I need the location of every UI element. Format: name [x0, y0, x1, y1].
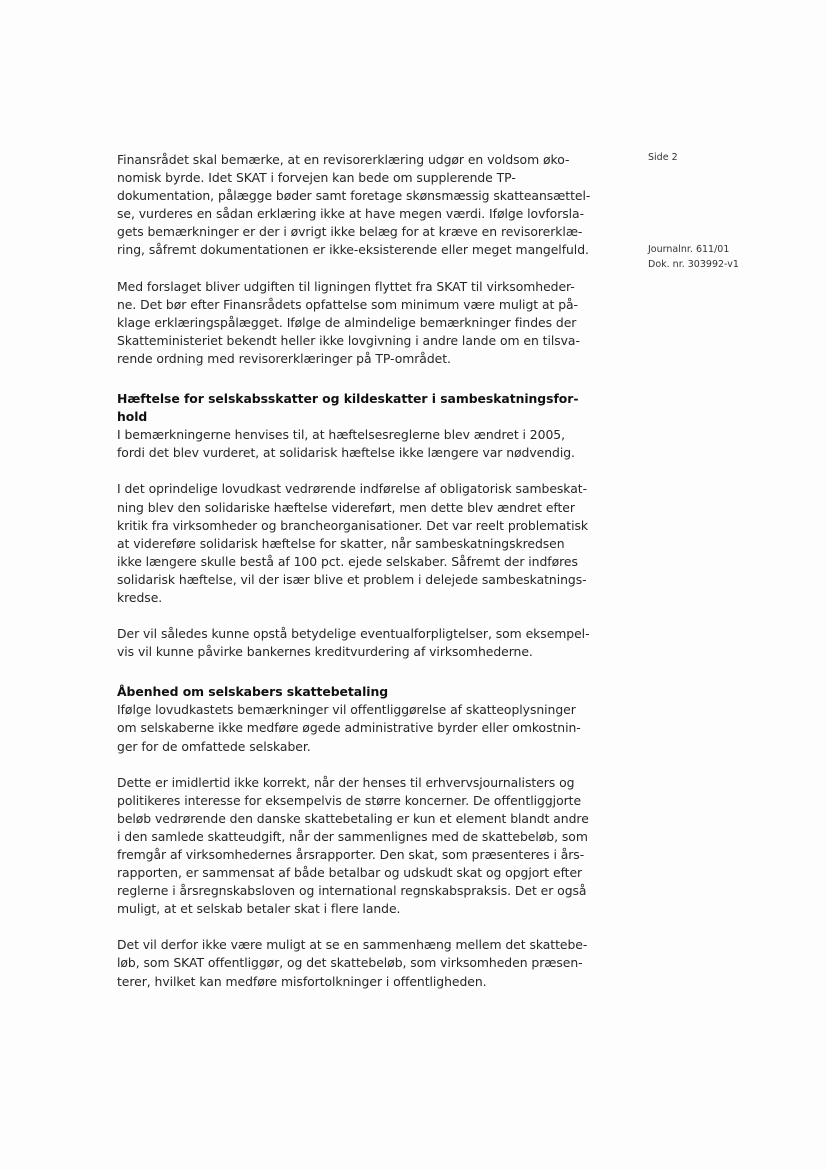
section-heading: Åbenhed om selskabers skattebetaling: [117, 684, 389, 700]
page-number: Side 2: [648, 152, 678, 163]
paragraph: Dette er imidlertid ikke korrekt, når der henses til erhvervsjournalisters og politikeres interesse for eksempelvis de større koncerner. De offentliggjorte beløb vedrørende den danske skattebetaling er kun et element blandt andre i den samlede skatteudgift, når der sammenlignes med de skattebeløb, som fremgår af virksomhedernes årsrapporter. Den skat, som præsenteres i års- rapporten, er sammensat af både betalbar og udskudt skat og opgjort efter reglerne i årsregnskabsloven og international regnskabspraksis. Det er også muligt, at et selskab betaler skat i flere lande.: [117, 774, 589, 917]
paragraph: I det oprindelige lovudkast vedrørende indførelse af obligatorisk sambeskat- ning blev den solidariske hæftelse videreført, men dette blev ændret efter kritik fra virksomheder og brancheorganisationer. Det var reelt problematisk at videreføre solidarisk hæftelse for skatter, når sambeskatningskredsen ikke længere skulle bestå af 100 pct. ejede selskaber. Såfremt der indføres solidarisk hæftelse, vil der især blive et problem i delejede sambeskatnings- kredse.: [117, 481, 589, 605]
section-liability: [117, 390, 609, 661]
paragraph: I bemærkningerne henvises til, at hæftelsesreglerne blev ændret i 2005, fordi det blev vurderet, at solidarisk hæftelse ikke længere var nødvendig.: [117, 427, 575, 461]
paragraph: Med forslaget bliver udgiften til ligningen flyttet fra SKAT til virksomheder- ne. Det bør efter Finansrådets opfattelse som minimum være muligt at på- klage erklæringspålægget. Ifølge de almindelige bemærkninger findes der Skatteministeriet bekendt heller ikke lovgivning i andre lande om en tilsva- rende ordning med revisorerklæringer på TP-området.: [117, 278, 580, 366]
paragraph: Det vil derfor ikke være muligt at se en sammenhæng mellem det skattebe- løb, som SKAT offentliggør, og det skattebeløb, som virksomheden præsen- terer, hvilket kan medføre misfortolkninger i offentligheden.: [117, 937, 588, 989]
section-heading: Hæftelse for selskabsskatter og kildeskatter i sambeskatningsfor- hold: [117, 391, 579, 425]
side-metadata: [648, 150, 788, 272]
paragraph: Der vil således kunne opstå betydelige eventualforpligtelser, som eksempel- vis vil kunne påvirke bankernes kreditvurdering af virksomhederne.: [117, 626, 590, 660]
paragraph: Ifølge lovudkastets bemærkninger vil offentliggørelse af skatteoplysninger om selskaberne ikke medføre øgede administrative byrder eller omkostnin- ger for de omfattede selskaber.: [117, 702, 581, 754]
journal-number: Journalnr. 611/01: [648, 244, 730, 255]
section-openness: [117, 683, 609, 990]
paragraph: Finansrådet skal bemærke, at en revisorerklæring udgør en voldsom øko- nomisk byrde. Idet SKAT i forvejen kan bede om supplerende TP- dokumentation, pålægge bøder samt foretage skønsmæssig skatteansættel- se, vurderes en sådan erklæring ikke at have megen værdi. Ifølge lovforsla- gets bemærkninger er der i øvrigt ikke belæg for at kræve en revisorerklæ- ring, såfremt dokumentationen er ikke-eksisterende eller meget mangelfuld.: [117, 152, 591, 258]
document-number: Dok. nr. 303992-v1: [648, 259, 739, 270]
document-body: [117, 151, 609, 1009]
